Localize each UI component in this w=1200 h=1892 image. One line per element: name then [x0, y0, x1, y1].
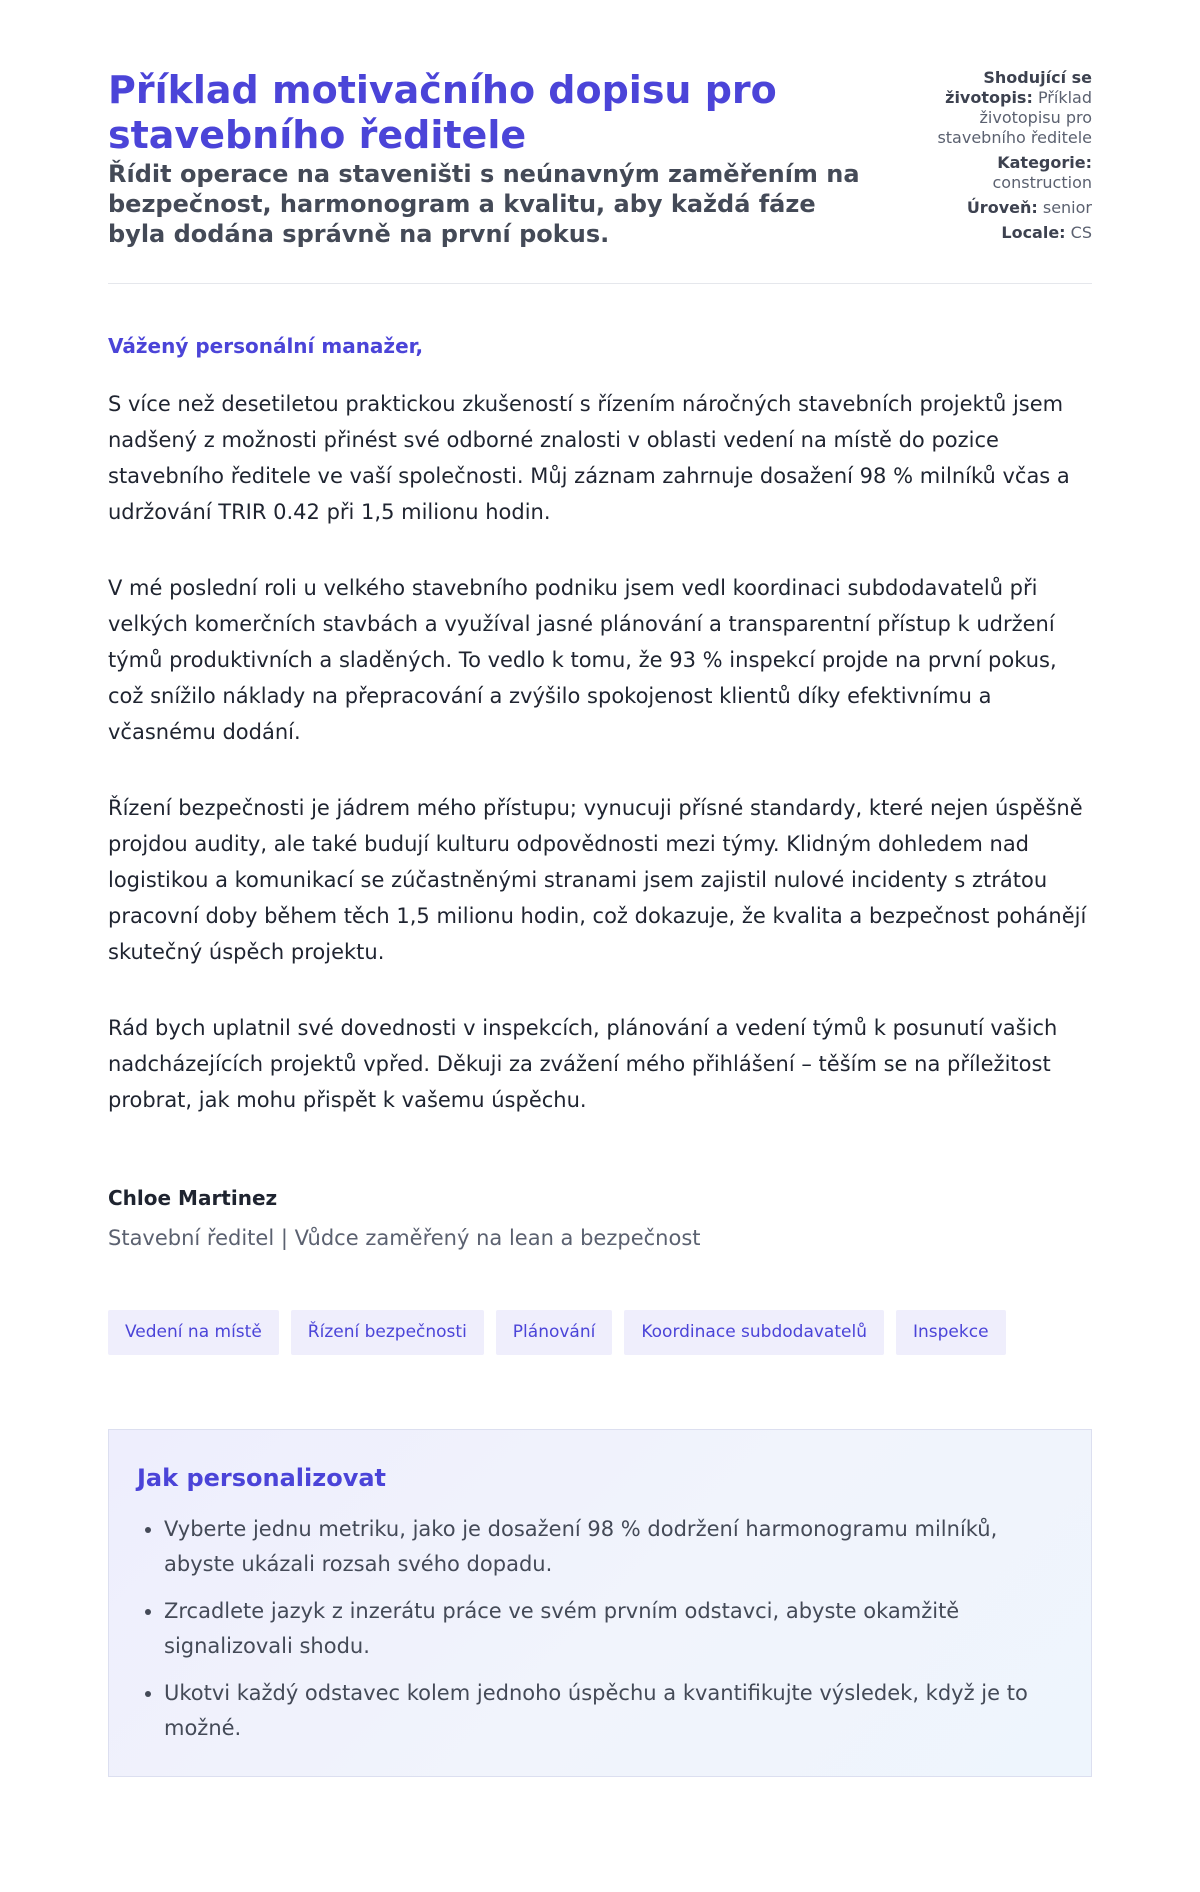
letter-body [108, 334, 1092, 1118]
meta-resume-label: Shodující se životopis: [945, 68, 1092, 107]
skill-tags [108, 1310, 1092, 1355]
signature-block [108, 1186, 1092, 1250]
meta-level [892, 198, 1092, 218]
signature-role: Stavební ředitel | Vůdce zaměřený na lean a bezpečnost [108, 1226, 701, 1250]
meta-category-value: construction [992, 173, 1092, 192]
letter-paragraph: S více než desetiletou praktickou zkušeností s řízením náročných stavebních projektů jsem nadšený z možnosti přinést své odborné znalosti v oblasti vedení na místě do pozice stavebního ředitele ve vaší společnosti. Můj záznam zahrnuje dosažení 98 % milníků včas a udržování TRIR 0.42 při 1,5 milionu hodin. [108, 392, 1070, 524]
header-titles [108, 68, 868, 249]
salutation: Vážený personální manažer, [108, 334, 424, 358]
tip-item: • Vyberte jednu metriku, jako je dosažení 98 % dodržení harmonogramu milníků, abyste ukázali rozsah svého dopadu. [164, 1512, 1063, 1582]
page-subtitle: Řídit operace na staveništi s neúnavným zaměřením na bezpečnost, harmonogram a kvalitu, aby každá fáze byla dodána správně na první pokus. [108, 160, 860, 248]
meta-panel [892, 68, 1092, 248]
page-title: Příklad motivačního dopisu pro stavebního ředitele [108, 68, 777, 157]
tip-item: • Zrcadlete jazyk z inzerátu práce ve svém prvním odstavci, abyste okamžitě signalizovali shodu. [164, 1594, 1063, 1664]
tips-title: Jak personalizovat [137, 1464, 387, 1492]
personalize-tips-box [108, 1429, 1092, 1777]
meta-level-value: senior [1042, 198, 1092, 217]
skill-tag: Inspekce [896, 1310, 1006, 1355]
meta-category-label: Kategorie: [997, 153, 1092, 172]
meta-locale-label: Locale: [1001, 223, 1066, 242]
letter-paragraph: V mé poslední roli u velkého stavebního podniku jsem vedl koordinaci subdodavatelů při velkých komerčních stavbách a využíval jasné plánování a transparentní přístup k udržení týmů produktivních a sladěných. To vedlo k tomu, že 93 % inspekcí projde na první pokus, což snížilo náklady na přepracování a zvýšilo spokojenost klientů díky efektivnímu a včasnému dodání. [108, 576, 1057, 744]
meta-category [892, 153, 1092, 193]
meta-locale [892, 223, 1092, 243]
signature-name: Chloe Martinez [108, 1186, 278, 1210]
skill-tag: Řízení bezpečnosti [291, 1310, 484, 1355]
skill-tag: Vedení na místě [108, 1310, 279, 1355]
skill-tag: Koordinace subdodavatelů [624, 1310, 884, 1355]
letter-paragraph: Řízení bezpečnosti je jádrem mého přístupu; vynucuji přísné standardy, které nejen úspěšně projdou audity, ale také budují kulturu odpovědnosti mezi týmy. Klidným dohledem nad logistikou a komunikací se zúčastněnými stranami jsem zajistil nulové incidenty s ztrátou pracovní doby během těch 1,5 milionu hodin, což dokazuje, že kvalita a bezpečnost pohánějí skutečný úspěch projektu. [108, 796, 1087, 964]
meta-matching-resume [892, 68, 1092, 148]
meta-locale-value: CS [1070, 223, 1092, 242]
tip-item: • Ukotvi každý odstavec kolem jednoho úspěchu a kvantifikujte výsledek, když je to možné. [164, 1676, 1063, 1746]
skill-tag: Plánování [496, 1310, 613, 1355]
meta-resume-value: Příklad životopisu pro stavebního ředitele [937, 88, 1092, 147]
letter-paragraph: Rád bych uplatnil své dovednosti v inspekcích, plánování a vedení týmů k posunutí vašich nadcházejících projektů vpřed. Děkuji za zvážení mého přihlášení – těším se na příležitost probrat, jak mohu přispět k vašemu úspěchu. [108, 1016, 1058, 1112]
cover-letter-page [108, 0, 1092, 1777]
page-header [108, 68, 1092, 284]
tips-list [137, 1512, 1063, 1746]
meta-level-label: Úroveň: [966, 198, 1038, 217]
